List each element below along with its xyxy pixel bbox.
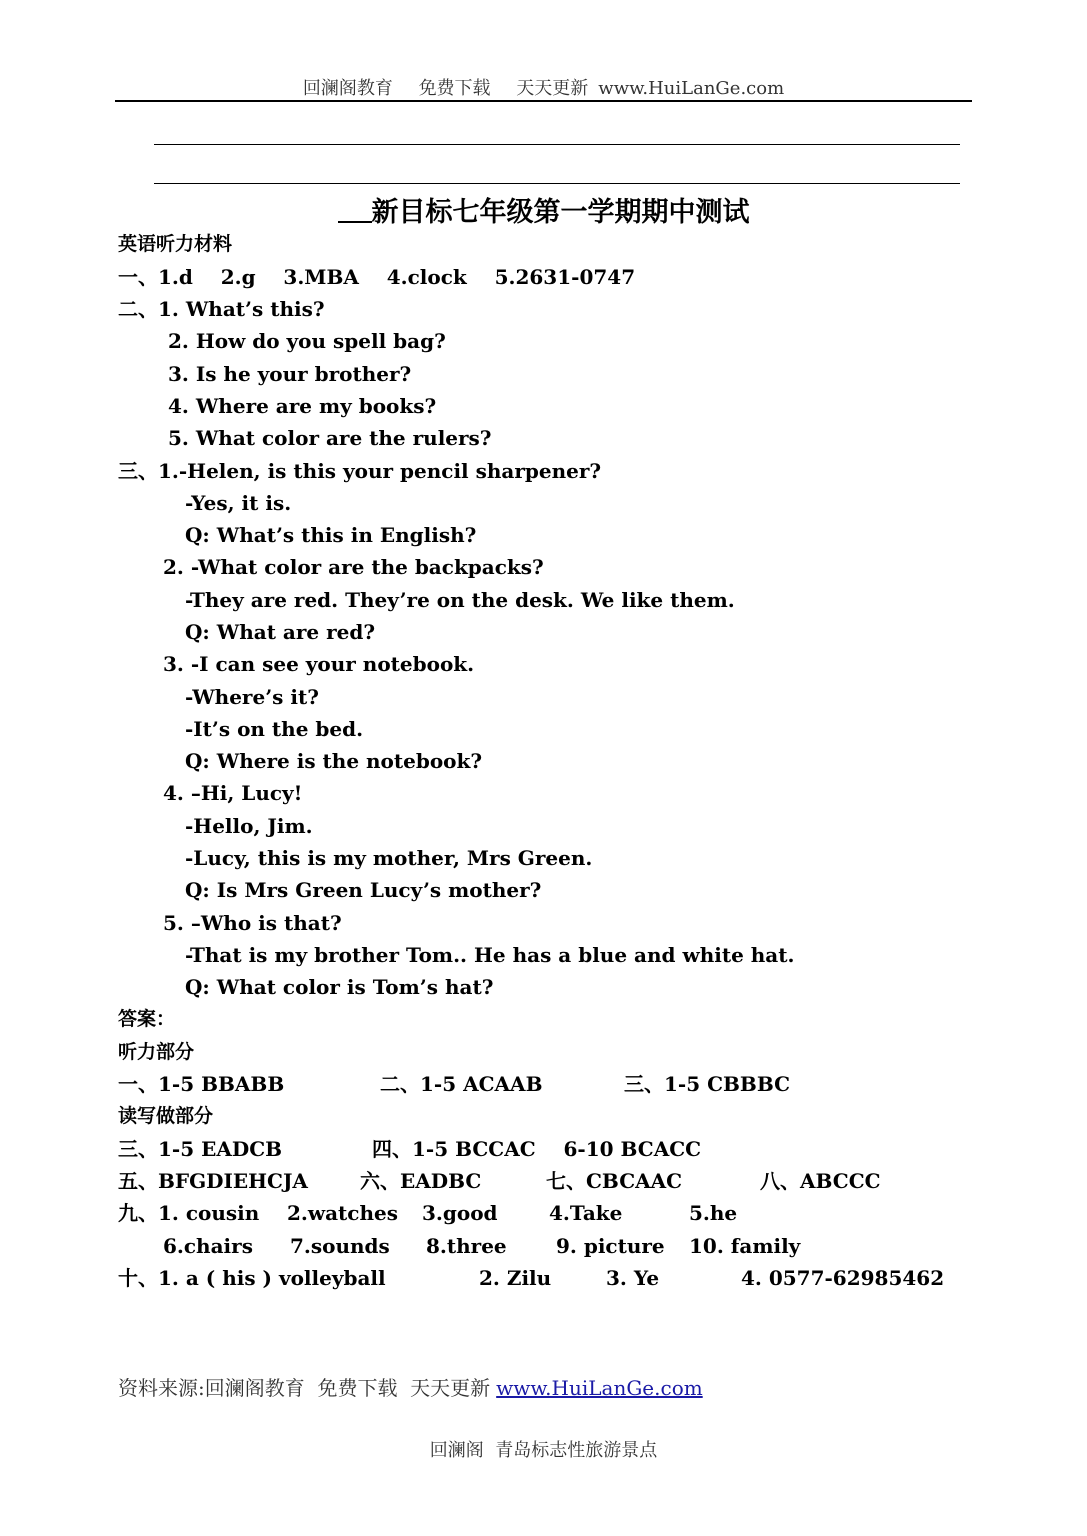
- header-url: www.HuiLanGe.com: [598, 78, 785, 99]
- line-3: 2. How do you spell bag?: [168, 329, 446, 353]
- line-6: 5. What color are the rulers?: [168, 426, 492, 450]
- answer-9-3: 3.good: [422, 1201, 498, 1225]
- line-11: -They are red. They’re on the desk. We like them.: [185, 588, 735, 612]
- answer-rw-8: 八、ABCCC: [760, 1169, 881, 1193]
- answer-rw-4: 四、1-5 BCCAC 6-10 BCACC: [372, 1137, 702, 1161]
- line-20: Q: Is Mrs Green Lucy’s mother?: [185, 878, 542, 902]
- line-15: -It’s on the bed.: [185, 717, 364, 741]
- answer-10-3: 3. Ye: [606, 1266, 660, 1290]
- answer-rw-6: 六、EADBC: [360, 1169, 482, 1193]
- answers-heading: 答案：: [118, 1008, 176, 1030]
- source-line: [118, 1372, 703, 1401]
- answer-listening-1: 一、1-5 BBABB: [118, 1072, 285, 1096]
- line-16: Q: Where is the notebook?: [185, 749, 483, 773]
- header-site: 回澜阁教育: [302, 78, 393, 99]
- line-8: -Yes, it is.: [185, 491, 292, 515]
- header-daily: 天天更新: [516, 78, 589, 99]
- listening-part-heading: 听力部分: [118, 1041, 195, 1063]
- page-header: [0, 74, 1087, 100]
- line-17: 4. –Hi, Lucy!: [163, 781, 303, 805]
- line-19: -Lucy, this is my mother, Mrs Green.: [185, 846, 593, 870]
- line-10: 2. -What color are the backpacks?: [163, 555, 544, 579]
- line-23: Q: What color is Tom’s hat?: [185, 975, 494, 999]
- answer-rw-5: 五、BFGDIEHCJA: [118, 1169, 308, 1193]
- answer-9-5: 5.he: [689, 1201, 738, 1225]
- answer-9-7: 7.sounds: [290, 1234, 390, 1258]
- answer-9-8: 8.three: [426, 1234, 507, 1258]
- answer-rw-7: 七、CBCAAC: [546, 1169, 683, 1193]
- answer-listening-3: 三、1-5 CBBBC: [624, 1072, 791, 1096]
- blank-line-2: [154, 183, 960, 184]
- header-rule: [115, 100, 972, 102]
- line-5: 4. Where are my books?: [168, 394, 437, 418]
- page-title: [0, 190, 1087, 229]
- line-13: 3. -I can see your notebook.: [163, 652, 475, 676]
- answer-9-6: 6.chairs: [163, 1234, 253, 1258]
- source-label: 资料来源:回澜阁教育 免费下载 天天更新: [118, 1376, 491, 1400]
- title-blank: [338, 197, 372, 223]
- line-22: -That is my brother Tom.. He has a blue and white hat.: [185, 943, 795, 967]
- answer-9-4: 4.Take: [549, 1201, 623, 1225]
- blank-line-1: [154, 144, 960, 145]
- line-2: 二、1. What’s this?: [118, 297, 325, 321]
- line-9: Q: What’s this in English?: [185, 523, 477, 547]
- answer-9-1: 九、1. cousin: [118, 1201, 260, 1225]
- page-footer: 回澜阁 青岛标志性旅游景点: [429, 1440, 658, 1461]
- line-18: -Hello, Jim.: [185, 814, 313, 838]
- listening-heading: 英语听力材料: [118, 233, 233, 255]
- line-7: 三、1.-Helen, is this your pencil sharpener?: [118, 459, 602, 483]
- answer-rw-3: 三、1-5 EADCB: [118, 1137, 283, 1161]
- answer-9-10: 10. family: [689, 1234, 801, 1258]
- line-14: -Where’s it?: [185, 685, 319, 709]
- answer-10-4: 4. 0577-62985462: [741, 1266, 945, 1290]
- source-link[interactable]: www.HuiLanGe.com: [496, 1376, 703, 1400]
- line-21: 5. –Who is that?: [163, 911, 342, 935]
- answer-9-9: 9. picture: [556, 1234, 665, 1258]
- title-text: 新目标七年级第一学期期中测试: [371, 197, 750, 228]
- header-free: 免费下载: [418, 78, 491, 99]
- line-12: Q: What are red?: [185, 620, 376, 644]
- line-4: 3. Is he your brother?: [168, 362, 412, 386]
- answer-10-1: 十、1. a ( his ) volleyball: [118, 1266, 386, 1290]
- answer-listening-2: 二、1-5 ACAAB: [380, 1072, 543, 1096]
- reading-writing-heading: 读写做部分: [118, 1105, 214, 1127]
- answer-9-2: 2.watches: [287, 1201, 398, 1225]
- line-1: 一、1.d 2.g 3.MBA 4.clock 5.2631-0747: [118, 265, 636, 289]
- answer-10-2: 2. Zilu: [479, 1266, 552, 1290]
